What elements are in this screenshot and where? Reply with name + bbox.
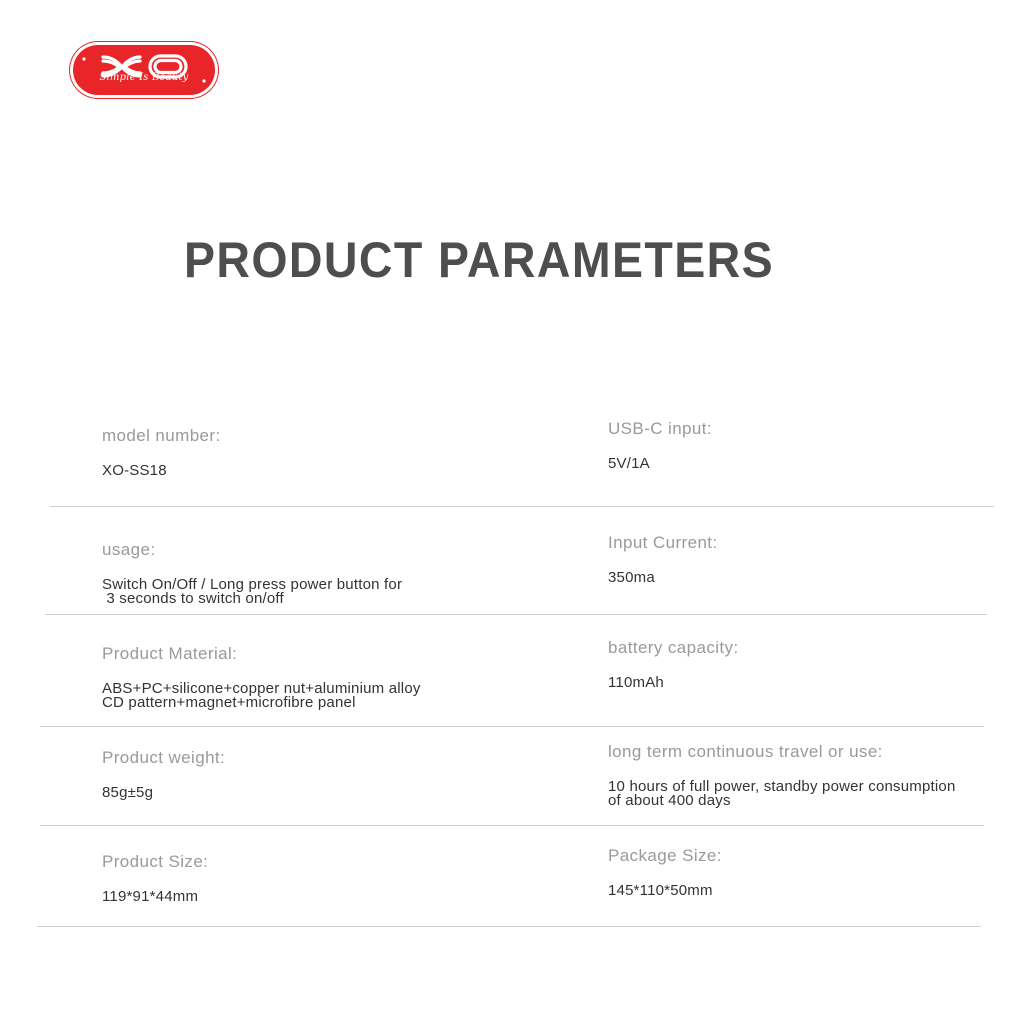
row-divider: [50, 506, 994, 507]
param-label: battery capacity:: [608, 638, 739, 657]
param-label: Product Size:: [102, 852, 209, 871]
param-value: 350ma: [608, 569, 655, 586]
param-usb-c-input: [608, 419, 712, 471]
param-label: Product Material:: [102, 644, 238, 663]
param-input-current: [608, 533, 718, 585]
row-divider: [40, 726, 984, 727]
param-package-size: [608, 846, 722, 898]
param-value: 5V/1A: [608, 455, 650, 472]
param-label: Input Current:: [608, 533, 718, 552]
param-travel-use: [608, 742, 956, 808]
param-label: usage:: [102, 540, 156, 559]
param-value: Switch On/Off / Long press power button for 3 seconds to switch on/off: [102, 576, 403, 607]
param-value: 10 hours of full power, standby power consumption of about 400 days: [608, 778, 956, 809]
param-value: 145*110*50mm: [608, 882, 713, 899]
param-value: ABS+PC+silicone+copper nut+aluminium alloy CD pattern+magnet+microfibre panel: [102, 680, 421, 711]
brand-logo: [70, 42, 218, 98]
param-label: USB-C input:: [608, 419, 713, 438]
param-value: 119*91*44mm: [102, 888, 199, 905]
param-product-material: [102, 644, 421, 710]
row-divider: [40, 825, 984, 826]
logo-tagline: Simple Is Beauty: [99, 72, 189, 83]
param-battery-capacity: [608, 638, 739, 690]
param-label: Product weight:: [102, 748, 226, 767]
page-title: PRODUCT PARAMETERS: [183, 232, 774, 288]
row-divider: [45, 614, 987, 615]
row-divider: [37, 926, 981, 927]
param-value: 110mAh: [608, 674, 664, 691]
xo-logo-mark: [70, 42, 218, 98]
param-product-size: [102, 852, 208, 904]
param-model-number: [102, 426, 221, 478]
param-label: long term continuous travel or use:: [608, 742, 883, 761]
param-value: 85g±5g: [102, 784, 154, 801]
param-value: XO-SS18: [102, 462, 167, 479]
param-label: Package Size:: [608, 846, 722, 865]
param-usage: [102, 540, 402, 606]
param-label: model number:: [102, 426, 221, 445]
param-product-weight: [102, 748, 225, 800]
